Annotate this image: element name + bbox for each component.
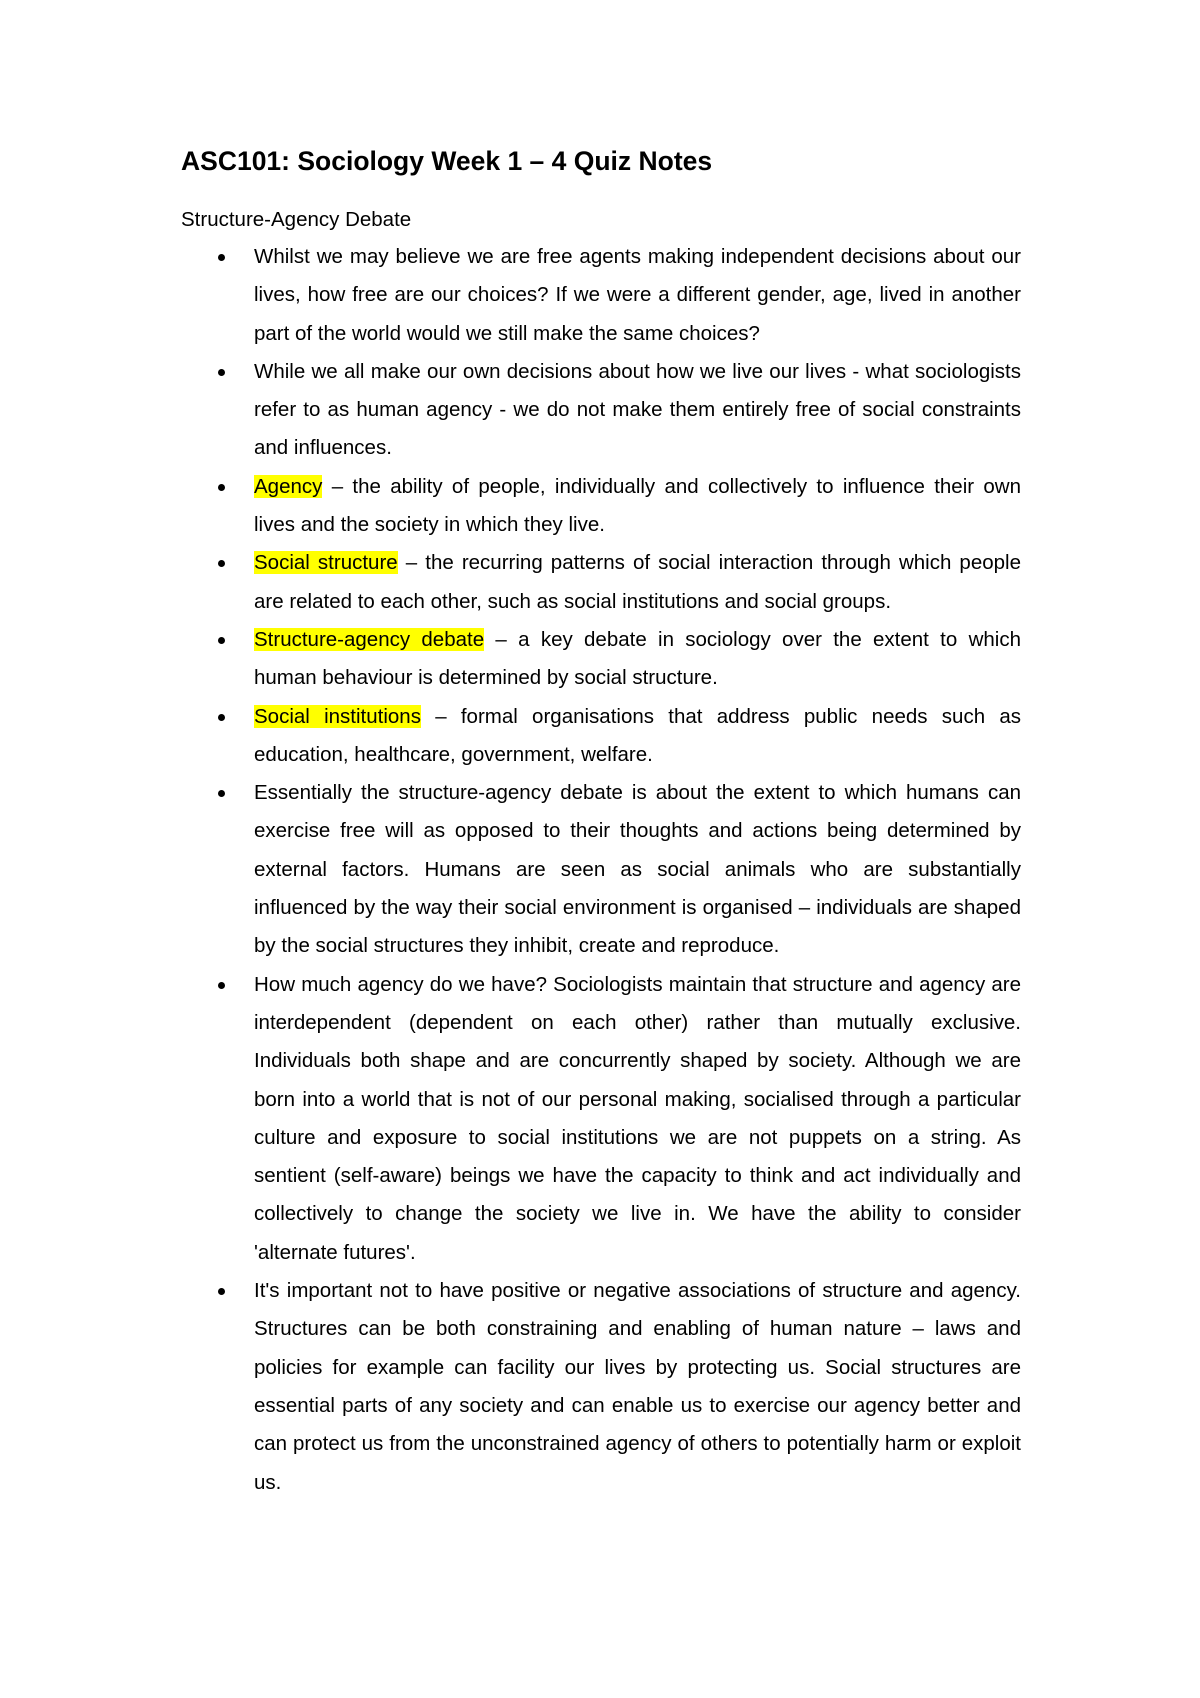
list-item (254, 698, 1021, 775)
section-heading: Structure-Agency Debate (181, 208, 412, 231)
bullet-text: Essentially the structure-agency debate is about the extent to which humans can exercise free will as opposed to their thoughts and actions being determined by external factors. Humans are seen as social animals who are substantially influenced by the way their social environment is organised – individuals are shaped by the social structures they inhibit, create and reproduce. (254, 781, 1021, 958)
list-item (254, 238, 1021, 353)
list-item (254, 544, 1021, 621)
bullet-text: Whilst we may believe we are free agents making independent decisions about our lives, how free are our choices? If we were a different gender, age, lived in another part of the world would we still make the same choices? (254, 245, 1021, 345)
list-item (254, 353, 1021, 468)
highlighted-term: Structure-agency debate (254, 627, 485, 651)
bullet-icon (218, 714, 225, 721)
list-item (254, 621, 1021, 698)
list-item (254, 468, 1021, 545)
bullet-text: How much agency do we have? Sociologists maintain that structure and agency are interdependent (dependent on each other) rather than mutually exclusive. Individuals both shape and are concurrently shaped by society. Although we are born into a world that is not of our personal making, socialised through a particular culture and exposure to social institutions we are not puppets on a string. As sentient (self-aware) beings we have the capacity to think and act individually and collectively to change the society we live in. We have the ability to consider 'alternate futures'. (254, 972, 1021, 1264)
highlighted-term: Social structure (254, 551, 398, 575)
bullet-icon (218, 369, 225, 376)
bullet-icon (218, 560, 225, 567)
highlighted-term: Social institutions (254, 704, 421, 728)
bullet-icon (218, 484, 225, 491)
bullet-text: – the ability of people, individually and collectively to influence their own lives and the society in which they live. (254, 474, 1021, 537)
list-item (254, 1272, 1021, 1502)
bullet-icon (218, 790, 225, 797)
list-item (254, 966, 1021, 1272)
list-item (254, 774, 1021, 965)
bullet-text: – the recurring patterns of social interaction through which people are related to each other, such as social institutions and social groups. (254, 551, 1021, 613)
bullet-text: – a key debate in sociology over the extent to which human behaviour is determined by social structure. (254, 627, 1021, 690)
document-title: ASC101: Sociology Week 1 – 4 Quiz Notes (181, 146, 713, 176)
bullet-icon (218, 254, 225, 261)
bullet-list (254, 238, 1021, 1502)
bullet-text: – formal organisations that address public needs such as education, healthcare, government, welfare. (254, 704, 1021, 766)
bullet-text: While we all make our own decisions about how we live our lives - what sociologists refer to as human agency - we do not make them entirely free of social constraints and influences. (254, 359, 1021, 460)
bullet-text: It's important not to have positive or negative associations of structure and agency. Structures can be both constraining and enabling of human nature – laws and policies for example can facility our lives by protecting us. Social structures are essential parts of any society and can enable us to exercise our agency better and can protect us from the unconstrained agency of others to potentially harm or exploit us. (254, 1279, 1021, 1494)
bullet-icon (218, 1288, 225, 1295)
highlighted-term: Agency (254, 474, 323, 498)
bullet-icon (218, 637, 225, 644)
bullet-icon (218, 982, 225, 989)
